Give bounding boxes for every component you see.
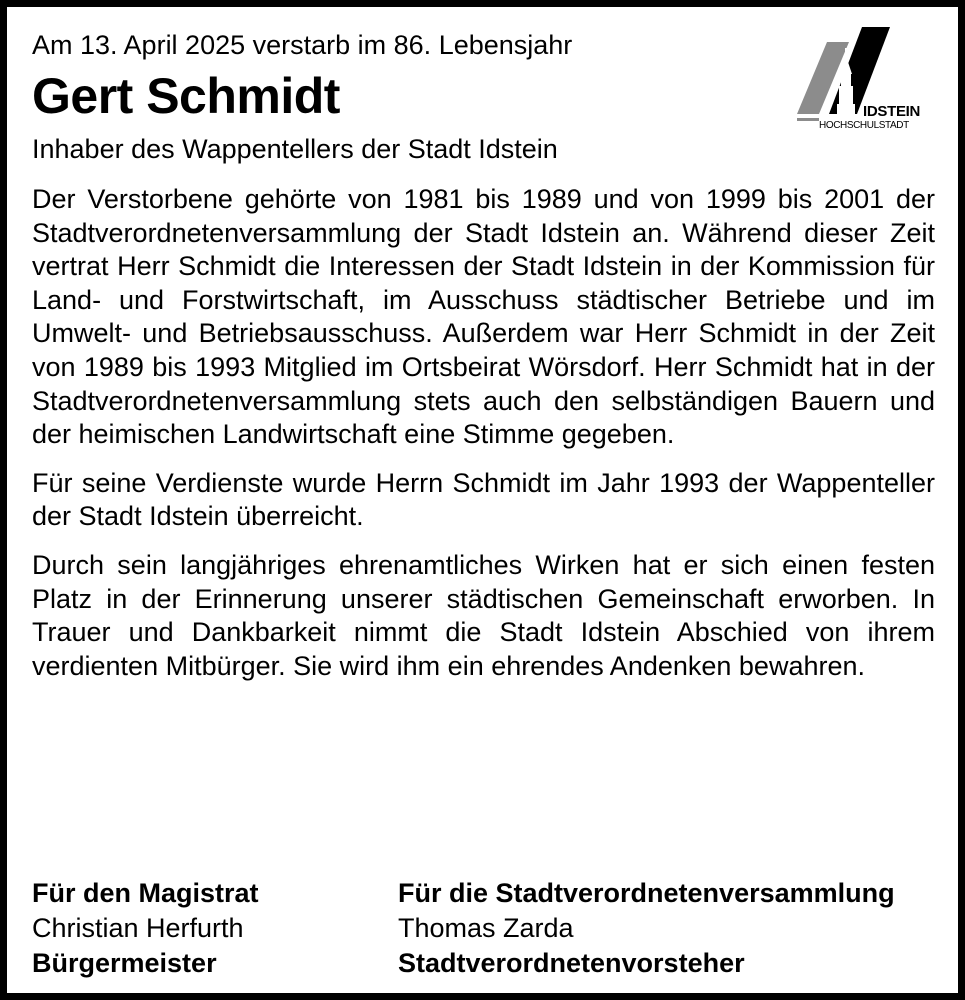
signature-person: Christian Herfurth	[32, 913, 244, 943]
signature-role: Stadtverordnetenvorsteher	[398, 948, 745, 978]
signature-role: Bürgermeister	[32, 948, 217, 978]
honor-title: Inhaber des Wappentellers der Stadt Idstein	[32, 134, 558, 164]
signature-body: Für die Stadtverordnetenversammlung	[398, 878, 895, 908]
signature-body: Für den Magistrat	[32, 878, 259, 908]
signature-council	[398, 876, 895, 981]
biography-paragraph: Der Verstorbene gehörte von 1981 bis 1989 und von 1999 bis 2001 der Stadtverordnetenversammlung der Stadt Idstein an. Während dieser Zeit vertrat Herr Schmidt die Interessen der Stadt Idstein in der Kommission für Land- und Forstwirtschaft, im Ausschuss städtischer Betriebe und im Umwelt- und Betriebsausschuss. Außerdem war Herr Schmidt in der Zeit von 1989 bis 1993 Mitglied im Ortsbeirat Wörsdorf. Herr Schmidt hat in der Stadtverordnetenversammlung stets auch den selbständigen Bauern und der heimischen Landwirtschaft eine Stimme gegeben.	[32, 184, 935, 450]
signature-magistrat	[32, 876, 259, 981]
deceased-name: Gert Schmidt	[32, 68, 340, 124]
logo-subtitle: HOCHSCHULSTADT	[819, 120, 909, 131]
farewell-paragraph: Durch sein langjähriges ehrenamtliches Wirken hat er sich einen festen Platz in der Erinnerung unserer städtischen Gemeinschaft erworben. In Trauer und Dankbarkeit nimmt die Stadt Idstein Abschied von ihrem verdienten Mitbürger. Sie wird ihm ein ehrendes Andenken bewahren.	[32, 549, 935, 681]
death-announcement: Am 13. April 2025 verstarb im 86. Lebensjahr	[32, 30, 573, 60]
obituary-content	[32, 28, 935, 683]
award-paragraph: Für seine Verdienste wurde Herrn Schmidt im Jahr 1993 der Wappenteller der Stadt Idstein überreicht.	[32, 467, 935, 532]
signature-person: Thomas Zarda	[398, 913, 574, 943]
logo-wordmark: IDSTEIN	[863, 103, 921, 120]
